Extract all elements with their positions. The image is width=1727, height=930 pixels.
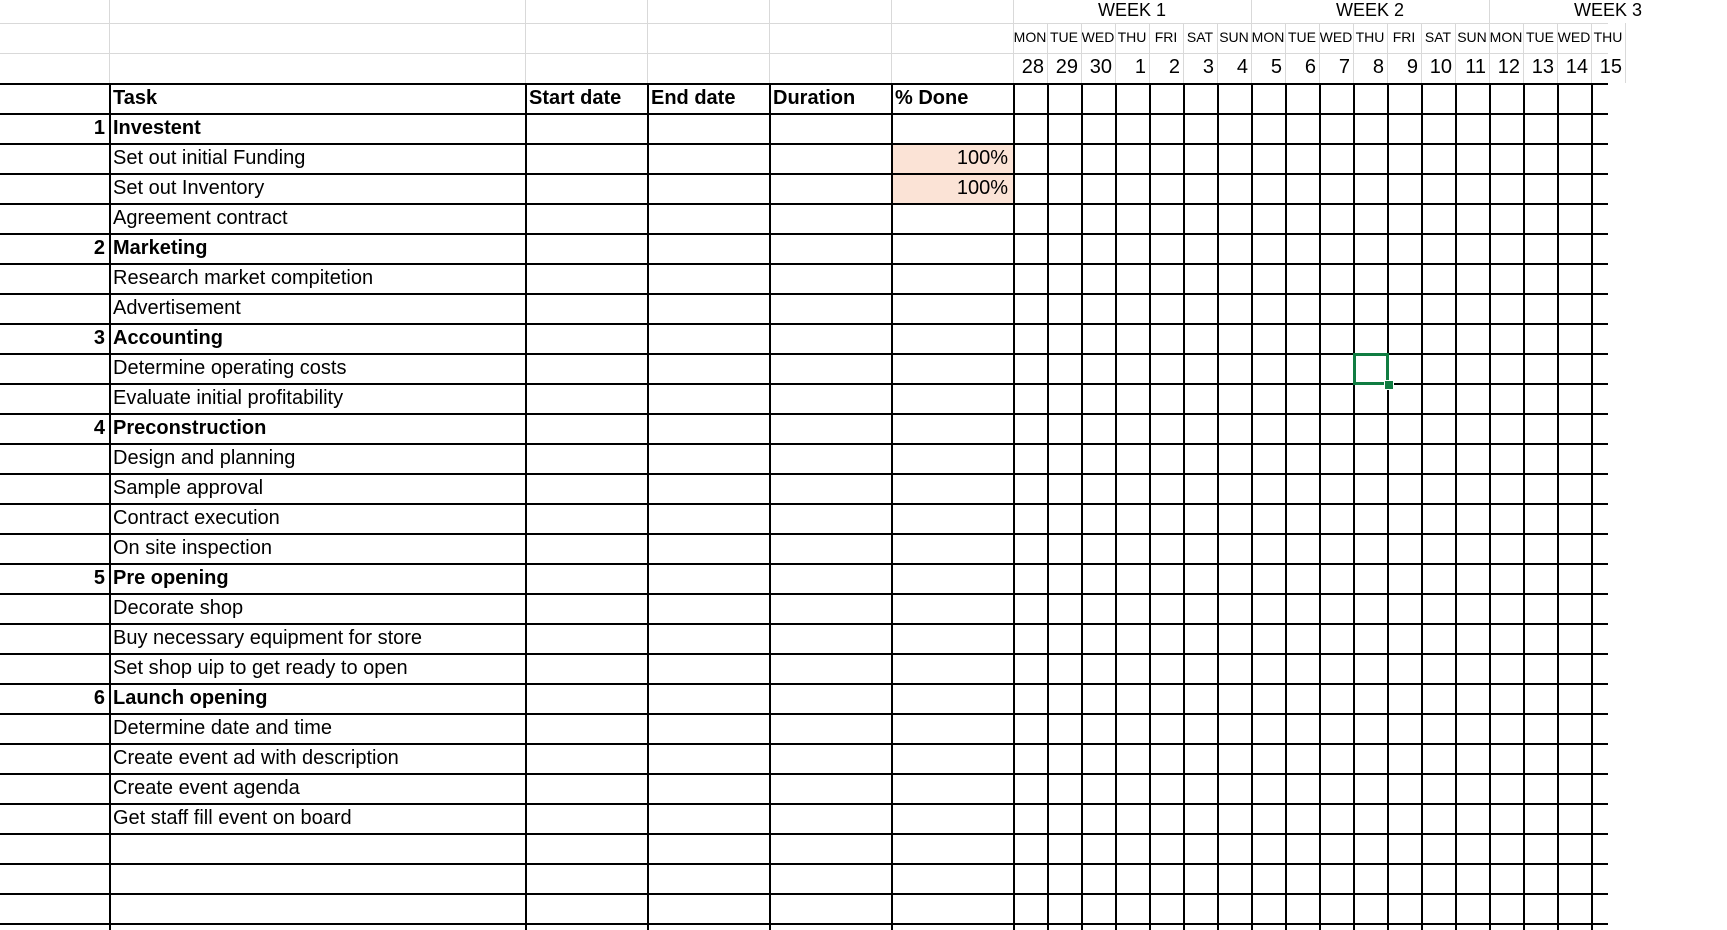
day-of-month-label: 30 [1089, 56, 1112, 78]
task-name-cell[interactable]: Evaluate initial profitability [113, 387, 344, 409]
task-name-cell[interactable] [109, 894, 525, 923]
percent-done-column-header[interactable]: % Done [895, 87, 969, 109]
phase-number: 3 [93, 327, 105, 349]
grid-line [1523, 23, 1524, 83]
day-of-month-label: 28 [1021, 56, 1044, 78]
grid-line [0, 893, 1608, 895]
task-name-cell[interactable]: Set out Inventory [113, 177, 265, 199]
task-name-cell[interactable]: Set out initial Funding [113, 147, 306, 169]
task-name-cell[interactable]: Research market compitetion [113, 267, 374, 289]
grid-line [1013, 53, 1608, 54]
grid-line [1557, 83, 1559, 930]
day-of-month-label: 10 [1429, 56, 1452, 78]
grid-line [1319, 23, 1320, 83]
grid-line [1251, 23, 1252, 83]
task-name-cell[interactable]: Sample approval [113, 477, 264, 499]
grid-line [0, 563, 1608, 565]
grid-line [1353, 23, 1354, 83]
day-of-month-label: 4 [1236, 56, 1248, 78]
grid-line [1455, 23, 1456, 83]
grid-line [0, 863, 1608, 865]
day-of-month-label: 11 [1465, 56, 1486, 78]
grid-line [1591, 23, 1592, 83]
week-label: WEEK 3 [1573, 0, 1643, 20]
fill-handle[interactable] [1384, 380, 1394, 390]
grid-line [1489, 83, 1491, 930]
day-of-week-label: FRI [1392, 29, 1416, 45]
grid-line [1557, 23, 1558, 83]
grid-line [1489, 0, 1490, 23]
day-of-week-label: SUN [1219, 29, 1249, 45]
task-name-cell[interactable]: Design and planning [113, 447, 296, 469]
task-name-cell[interactable]: Determine operating costs [113, 357, 347, 379]
start-date-column-header[interactable]: Start date [529, 87, 622, 109]
phase-name-cell[interactable]: Launch opening [113, 687, 268, 709]
grid-line [891, 83, 893, 930]
day-of-month-label: 5 [1270, 56, 1282, 78]
grid-line [1013, 0, 1014, 23]
task-name-cell[interactable] [109, 864, 525, 893]
grid-line [1251, 0, 1252, 23]
grid-line [1591, 83, 1593, 930]
grid-line [109, 83, 111, 930]
grid-line [1183, 23, 1184, 83]
percent-done-cell[interactable]: 100% [891, 144, 1013, 173]
grid-line [0, 413, 1608, 415]
grid-line [769, 83, 771, 930]
day-of-week-label: WED [1557, 29, 1591, 45]
grid-line [0, 503, 1608, 505]
day-of-month-label: 29 [1055, 56, 1078, 78]
day-of-month-label: 9 [1406, 56, 1418, 78]
grid-line [0, 473, 1608, 475]
grid-line [1217, 23, 1218, 83]
grid-line [1013, 23, 1014, 83]
percent-done-cell[interactable]: 100% [891, 174, 1013, 203]
phase-number: 5 [93, 567, 105, 589]
day-of-month-label: 15 [1599, 56, 1622, 78]
grid-line [525, 83, 527, 930]
day-of-week-label: SUN [1457, 29, 1487, 45]
task-name-cell[interactable]: Determine date and time [113, 717, 333, 739]
day-of-month-label: 3 [1202, 56, 1214, 78]
task-name-cell[interactable]: Advertisement [113, 297, 241, 319]
grid-line [0, 203, 1608, 205]
day-of-month-label: 6 [1304, 56, 1316, 78]
grid-line [647, 83, 649, 930]
grid-line [1455, 83, 1457, 930]
task-name-cell[interactable]: On site inspection [113, 537, 272, 559]
grid-line [0, 803, 1608, 805]
grid-line [647, 0, 648, 83]
day-of-month-label: 7 [1338, 56, 1350, 78]
grid-line [1387, 23, 1388, 83]
grid-line [1353, 83, 1355, 930]
grid-line [0, 113, 1608, 115]
task-name-cell[interactable]: Decorate shop [113, 597, 244, 619]
grid-line [1319, 83, 1321, 930]
grid-line [0, 53, 1013, 54]
task-name-cell[interactable]: Create event ad with description [113, 747, 399, 769]
day-of-week-label: FRI [1154, 29, 1178, 45]
grid-line [891, 0, 892, 83]
grid-line [1387, 83, 1389, 930]
task-name-cell[interactable]: Agreement contract [113, 207, 288, 229]
grid-line [1183, 83, 1185, 930]
day-of-week-label: SAT [1186, 29, 1214, 45]
task-name-cell[interactable]: Set shop uip to get ready to open [113, 657, 408, 679]
grid-line [1523, 83, 1525, 930]
grid-line [1081, 83, 1083, 930]
phase-name-cell[interactable]: Pre opening [113, 567, 229, 589]
day-of-week-label: THU [1355, 29, 1385, 45]
day-of-week-label: TUE [1288, 29, 1316, 45]
phase-number: 6 [93, 687, 105, 709]
grid-line [1285, 23, 1286, 83]
grid-line [109, 0, 110, 83]
day-of-month-label: 1 [1134, 56, 1146, 78]
day-of-month-label: 12 [1497, 56, 1520, 78]
grid-line [1421, 83, 1423, 930]
grid-line [0, 293, 1608, 295]
grid-line [0, 623, 1608, 625]
grid-line [0, 833, 1608, 835]
grid-line [1149, 83, 1151, 930]
phase-name-cell[interactable]: Preconstruction [113, 417, 267, 439]
phase-name-cell[interactable]: Investent [113, 117, 201, 139]
day-of-week-label: MON [1489, 29, 1523, 45]
grid-line [1081, 23, 1082, 83]
day-of-week-label: WED [1319, 29, 1353, 45]
day-of-month-label: 14 [1565, 56, 1588, 78]
phase-name-cell[interactable]: Marketing [113, 237, 208, 259]
task-name-cell[interactable]: Get staff fill event on board [113, 807, 352, 829]
day-of-month-label: 8 [1372, 56, 1384, 78]
grid-line [1489, 23, 1490, 83]
day-of-week-label: MON [1013, 29, 1047, 45]
task-column-header[interactable]: Task [113, 87, 158, 109]
grid-line [0, 443, 1608, 445]
grid-line [0, 323, 1608, 325]
day-of-week-label: WED [1081, 29, 1115, 45]
grid-line [0, 23, 1013, 24]
grid-line [1149, 23, 1150, 83]
task-name-cell[interactable]: Buy necessary equipment for store [113, 627, 423, 649]
grid-line [1047, 23, 1048, 83]
grid-line [0, 143, 1608, 145]
grid-line [0, 593, 1608, 595]
week-label: WEEK 2 [1335, 0, 1405, 20]
day-of-month-label: 13 [1531, 56, 1554, 78]
grid-line [0, 533, 1608, 535]
end-date-column-header[interactable]: End date [651, 87, 736, 109]
day-of-week-label: THU [1593, 29, 1623, 45]
grid-line [0, 653, 1608, 655]
grid-line [0, 263, 1608, 265]
day-of-week-label: MON [1251, 29, 1285, 45]
phase-name-cell[interactable]: Accounting [113, 327, 223, 349]
day-of-week-label: THU [1117, 29, 1147, 45]
grid-line [769, 0, 770, 83]
day-of-week-label: TUE [1526, 29, 1554, 45]
day-of-month-label: 2 [1168, 56, 1180, 78]
grid-line [0, 743, 1608, 745]
grid-line [1421, 23, 1422, 83]
day-of-week-label: SAT [1424, 29, 1452, 45]
grid-line [1115, 83, 1117, 930]
grid-line [0, 923, 1608, 925]
phase-number: 1 [93, 117, 105, 139]
grid-line [0, 83, 1608, 85]
week-label: WEEK 1 [1097, 0, 1167, 20]
grid-line [1251, 83, 1253, 930]
day-of-week-label: TUE [1050, 29, 1078, 45]
phase-number: 4 [93, 417, 105, 439]
grid-line [0, 173, 1608, 175]
task-name-cell[interactable] [109, 834, 525, 863]
grid-line [0, 773, 1608, 775]
grid-line [0, 713, 1608, 715]
grid-line [1625, 23, 1626, 83]
grid-line [1013, 23, 1608, 24]
grid-line [1285, 83, 1287, 930]
grid-line [1047, 83, 1049, 930]
task-name-cell[interactable]: Contract execution [113, 507, 280, 529]
grid-line [1217, 83, 1219, 930]
grid-line [1013, 83, 1015, 930]
grid-line [525, 0, 526, 83]
phase-number: 2 [93, 237, 105, 259]
duration-column-header[interactable]: Duration [773, 87, 856, 109]
task-name-cell[interactable]: Create event agenda [113, 777, 300, 799]
grid-line [0, 683, 1608, 685]
grid-line [1115, 23, 1116, 83]
grid-line [0, 233, 1608, 235]
